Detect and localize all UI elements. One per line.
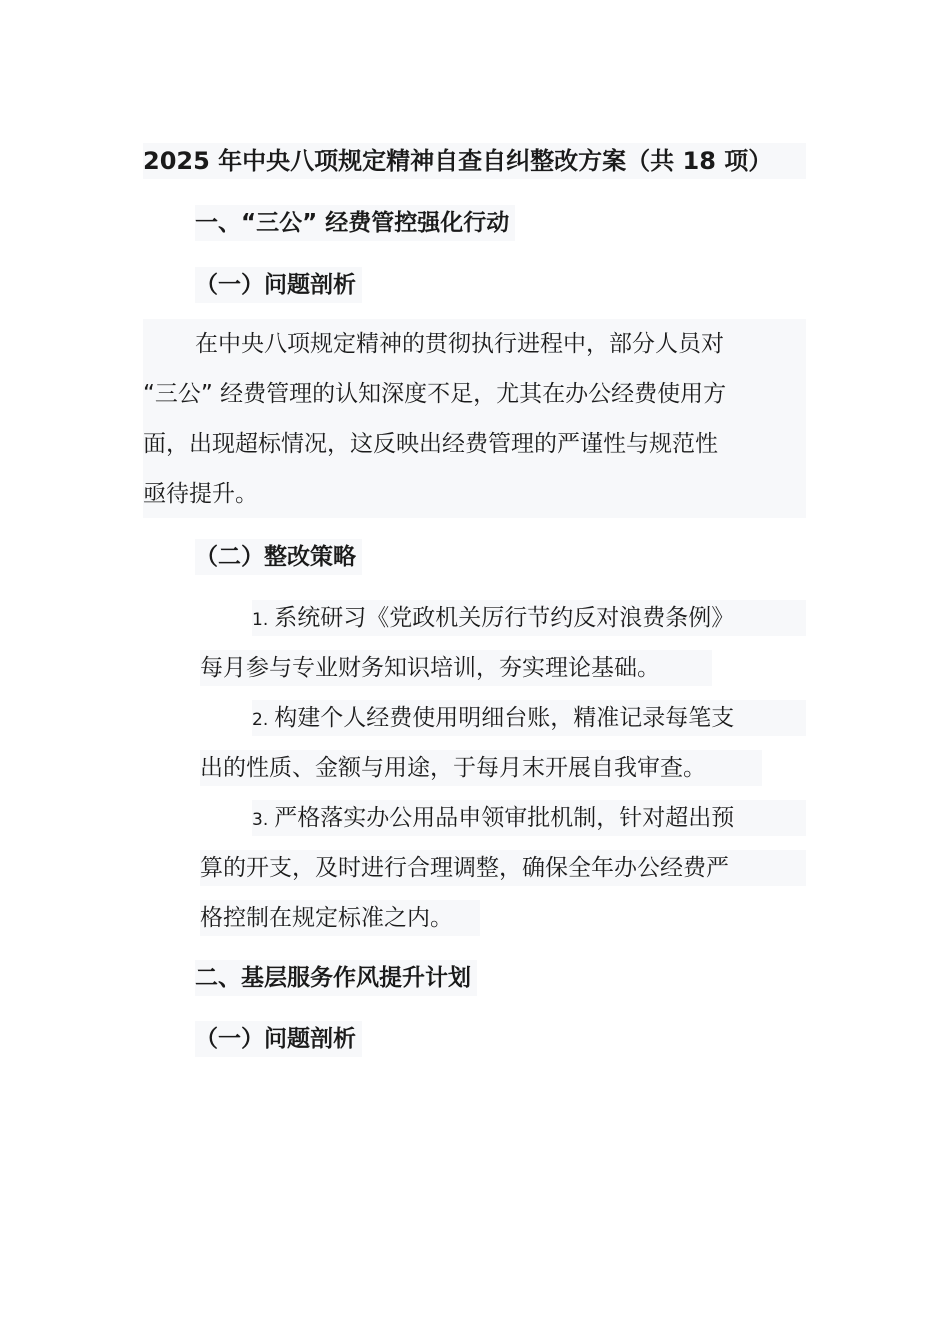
section-1-heading: 一、“三公” 经费管控强化行动 [195,205,515,241]
section-1-analysis-paragraph [143,319,806,518]
list-item-2-line-2 [200,750,762,786]
list-item-3-line-3 [200,900,480,936]
list-item-text: 出的性质、金额与用途，于每月末开展自我审查。 [200,755,706,781]
list-item-3-line-2 [200,850,806,886]
list-item-text: 严格落实办公用品申领审批机制，针对超出预 [274,805,735,831]
list-item-text: 格控制在规定标准之内。 [200,905,453,931]
section-1-strategy-heading: （二）整改策略 [195,539,362,575]
paragraph-line: “三公” 经费管理的认知深度不足，尤其在办公经费使用方 [143,381,727,407]
section-2-heading: 二、基层服务作风提升计划 [195,960,477,996]
list-item-number: 3. [252,810,269,830]
list-item-1-line-1 [252,600,806,636]
paragraph-line: 面，出现超标情况，这反映出经费管理的严谨性与规范性 [143,431,718,457]
list-item-number: 1. [252,610,269,630]
document-title: 2025 年中央八项规定精神自查自纠整改方案（共 18 项） [143,143,806,179]
list-item-text: 每月参与专业财务知识培训，夯实理论基础。 [200,655,660,681]
section-1-analysis-heading: （一）问题剖析 [195,267,362,303]
list-item-3-line-1 [252,800,806,836]
list-item-1-line-2 [200,650,712,686]
list-item-text: 构建个人经费使用明细台账，精准记录每笔支 [274,705,735,731]
list-item-text: 系统研习《党政机关厉行节约反对浪费条例》 [274,605,735,631]
paragraph-line: 在中央八项规定精神的贯彻执行进程中，部分人员对 [195,331,724,357]
list-item-text: 算的开支，及时进行合理调整，确保全年办公经费严 [200,855,729,881]
section-2-analysis-heading: （一）问题剖析 [195,1021,362,1057]
list-item-2-line-1 [252,700,806,736]
paragraph-line: 亟待提升。 [143,481,258,507]
list-item-number: 2. [252,710,269,730]
